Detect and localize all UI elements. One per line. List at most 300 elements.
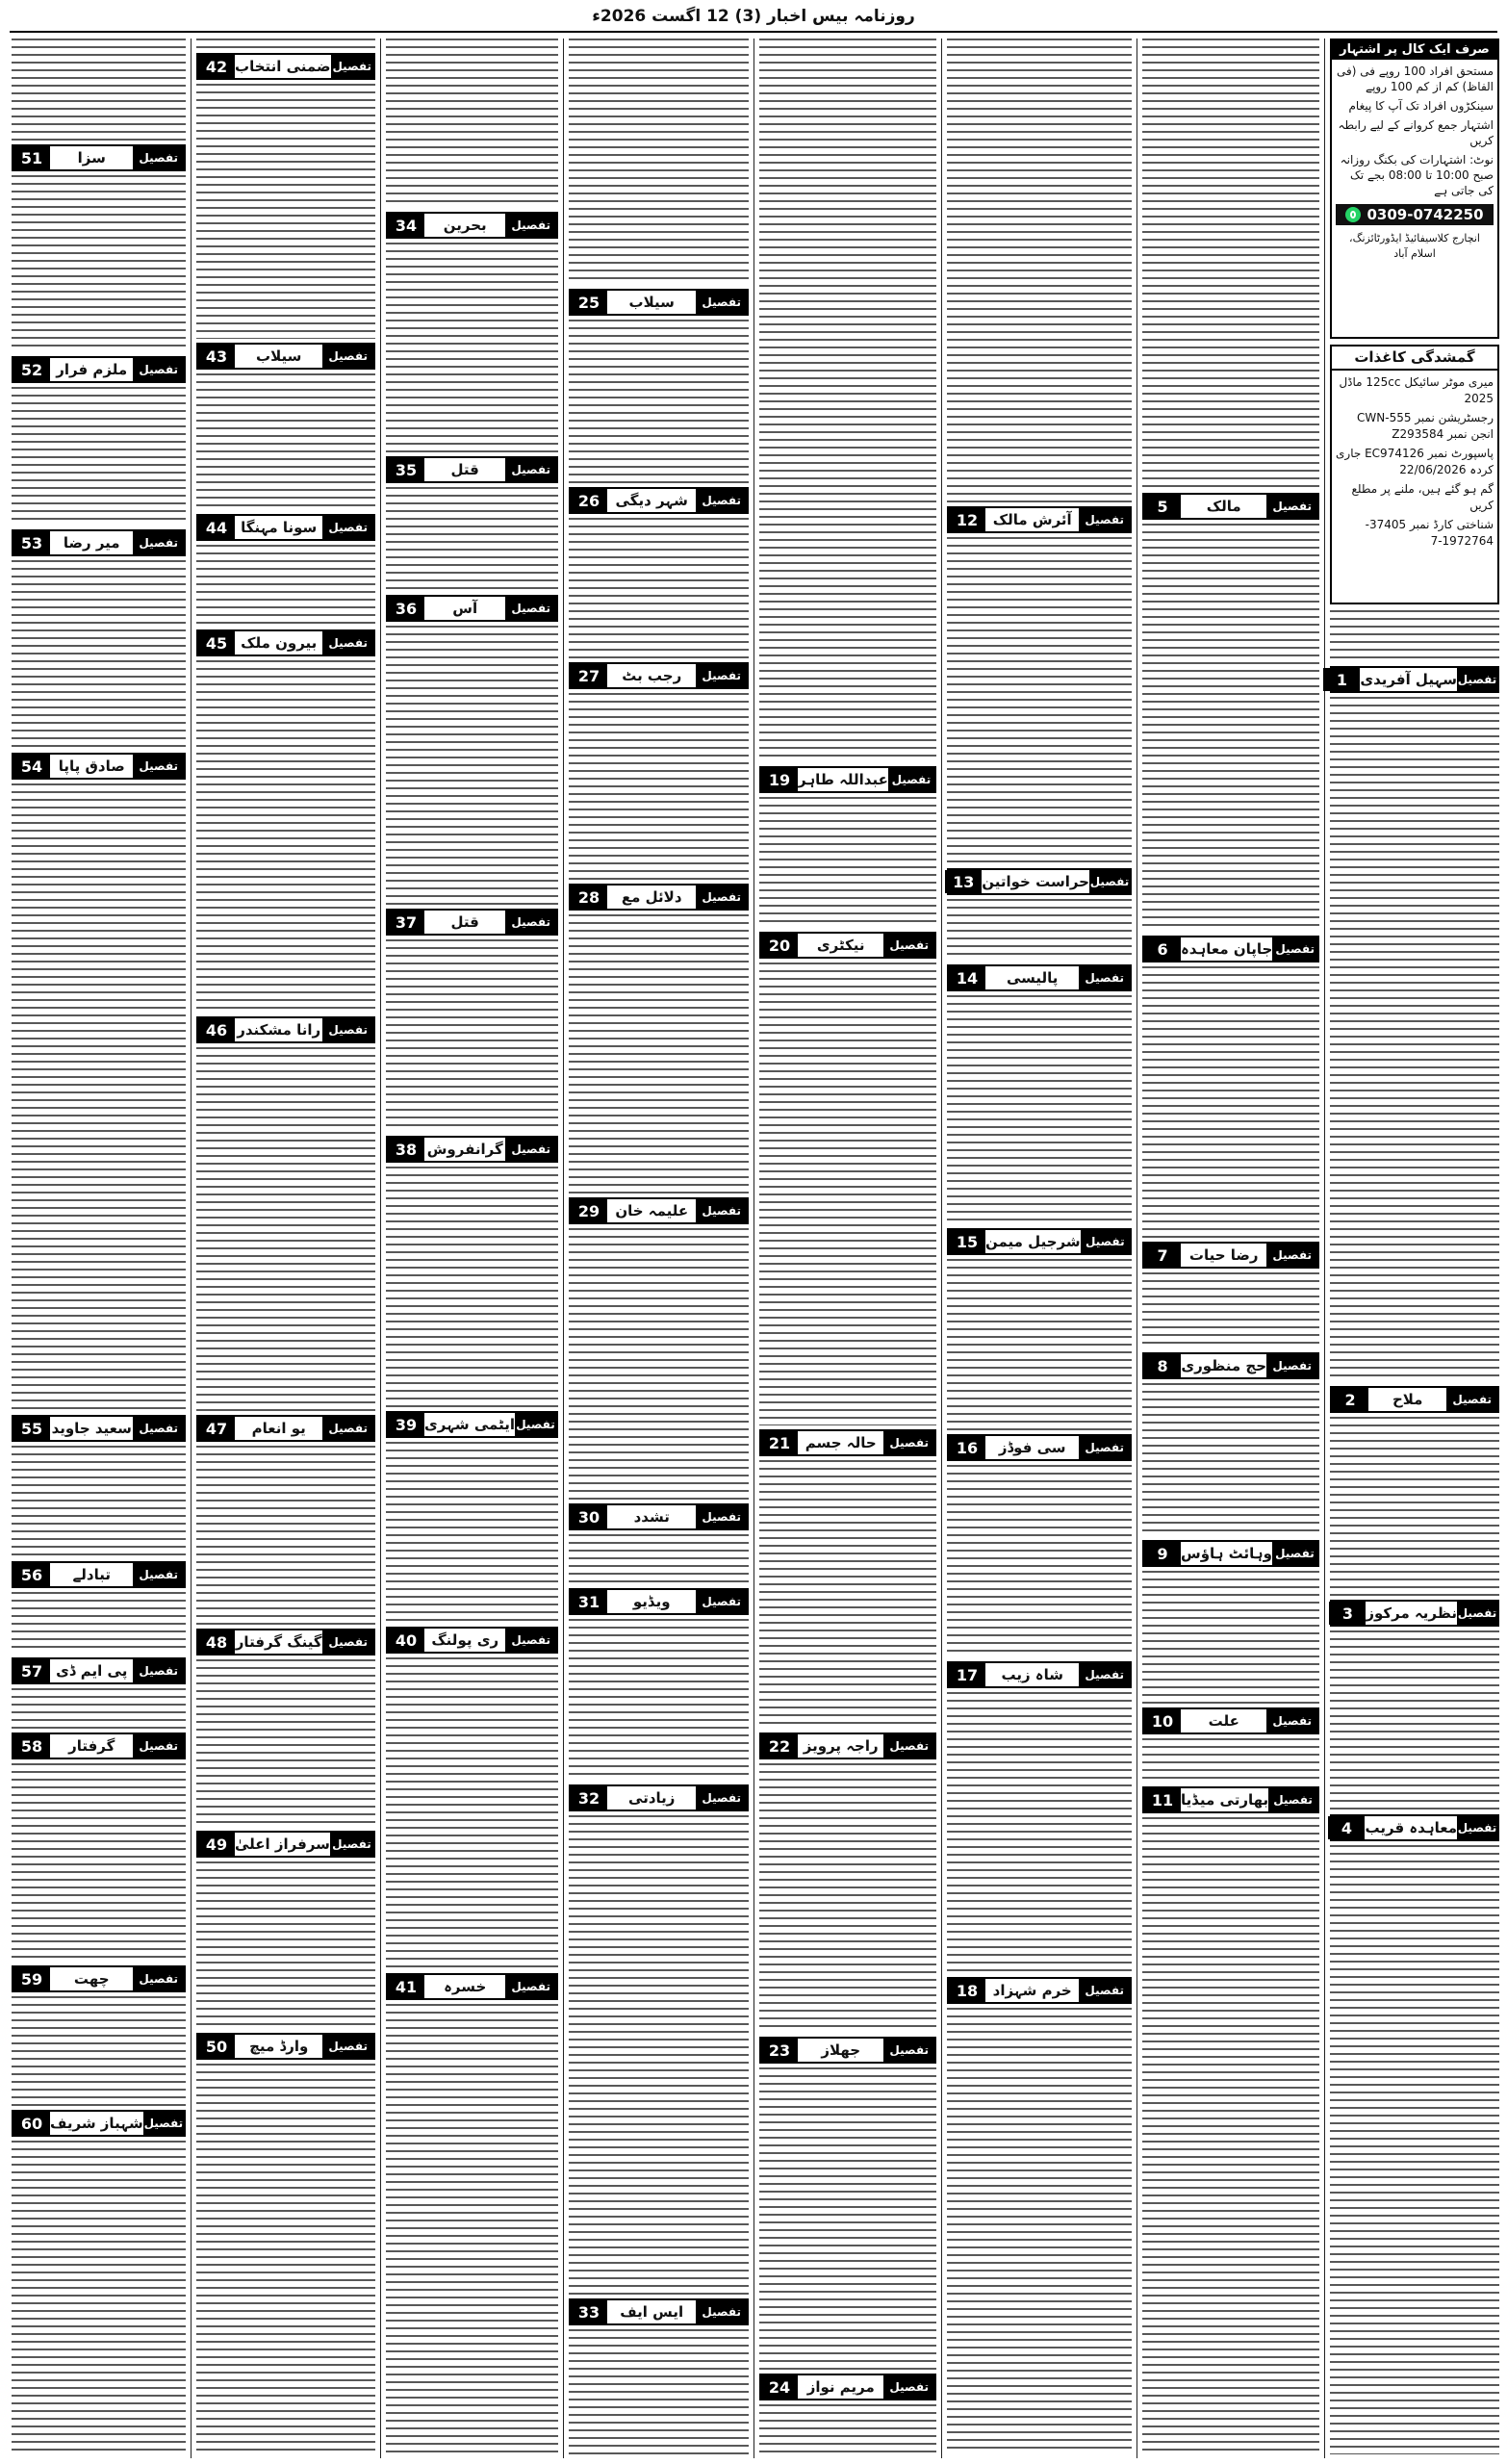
story-title: سونا مہنگا [241, 519, 318, 536]
story-title: قتل [450, 913, 479, 931]
story-number: 43 [198, 345, 235, 368]
story-number: 4 [1328, 1816, 1365, 1839]
story-title: خسرہ [444, 1978, 487, 1995]
story-tag: تفصیل [1081, 1230, 1130, 1253]
column-5 [565, 38, 753, 2458]
story-number: 53 [13, 531, 50, 554]
story-title: عبداللہ طاہر [798, 771, 888, 788]
story-heading [947, 506, 1132, 533]
story-number: 46 [198, 1018, 235, 1041]
article-text [1330, 1845, 1499, 2454]
article-text [1330, 1630, 1499, 1810]
story-title: گرانفروش [426, 1141, 503, 1158]
story-tag: تفصیل [133, 1563, 184, 1586]
story-number: 41 [388, 1975, 424, 1998]
article-text [759, 38, 936, 762]
column-divider [1324, 38, 1325, 2458]
story-tag: تفصیل [1457, 1602, 1497, 1625]
story-heading [759, 2374, 936, 2400]
story-title: جاپان معاہدہ [1181, 940, 1273, 958]
story-title: دلائل مع [621, 888, 682, 906]
story-tag: تفصیل [505, 1975, 556, 1998]
story-heading [386, 909, 558, 936]
article-text [386, 487, 558, 591]
story-number: 17 [949, 1663, 985, 1686]
article-text [1142, 966, 1319, 1238]
article-text [947, 995, 1132, 1224]
story-heading [759, 932, 936, 959]
article-text [196, 373, 375, 510]
story-number: 49 [198, 1833, 235, 1856]
story-tag: تفصیل [133, 1417, 184, 1440]
story-heading [1142, 1707, 1319, 1734]
story-title: یو انعام [251, 1420, 306, 1437]
article-text [386, 2004, 558, 2454]
story-tag: تفصیل [883, 1431, 934, 1454]
story-tag: تفصیل [1079, 508, 1130, 531]
story-title: جھلاز [821, 2041, 861, 2059]
column-7 [192, 38, 379, 2458]
story-tag: تفصیل [696, 1590, 747, 1613]
article-text [1142, 1383, 1319, 1536]
article-text [1330, 697, 1499, 1382]
article-text [947, 2008, 1132, 2454]
ad-phone[interactable] [1336, 204, 1494, 225]
story-title: رضا حیات [1188, 1246, 1259, 1264]
story-tag: تفصیل [1272, 937, 1317, 961]
story-heading [1330, 1600, 1499, 1627]
ad-box-title: صرف ایک کال پر اشتہار [1332, 40, 1497, 60]
article-text [947, 899, 1132, 961]
article-text [196, 2064, 375, 2454]
story-title: گینگ گرفتار [235, 1633, 322, 1651]
story-number: 16 [949, 1436, 985, 1459]
story-heading [759, 1429, 936, 1456]
column-2 [1138, 38, 1323, 2458]
article-text [1142, 524, 1319, 932]
story-number: 8 [1144, 1354, 1181, 1377]
article-text [947, 1692, 1132, 1973]
story-title: ایس ایف [620, 2303, 684, 2321]
story-heading [196, 343, 375, 370]
story-tag: تفصیل [505, 597, 556, 620]
story-title: صادق پاپا [58, 757, 125, 775]
story-number: 40 [388, 1629, 424, 1652]
story-title: زیادتی [628, 1789, 676, 1807]
article-text [1330, 1417, 1499, 1596]
article-text [12, 175, 186, 352]
article-text [569, 38, 749, 285]
story-tag: تفصیل [133, 1659, 184, 1682]
story-number: 14 [949, 966, 985, 989]
ad-phone-number: 0309-0742250 [1367, 206, 1484, 223]
story-heading [386, 1627, 558, 1654]
story-tag: تفصیل [696, 2300, 747, 2323]
lost-docs-line: شناختی کارڈ نمبر 37405-1972764-7 [1365, 518, 1494, 548]
article-text [196, 1861, 375, 2029]
classified-ad-box [1330, 38, 1499, 339]
story-number: 19 [761, 768, 798, 791]
story-title: ملاح [1392, 1391, 1423, 1408]
story-tag: تفصیل [1079, 1663, 1130, 1686]
story-number: 10 [1144, 1709, 1181, 1732]
story-title: وارڈ میچ [249, 2038, 309, 2055]
story-tag: تفصیل [1089, 870, 1130, 893]
story-number: 51 [13, 146, 50, 169]
article-text [386, 1442, 558, 1623]
story-tag: تفصیل [133, 531, 184, 554]
article-text [759, 1460, 936, 1729]
story-title: سیلاب [256, 347, 302, 365]
story-number: 31 [571, 1590, 607, 1613]
story-number: 34 [388, 214, 424, 237]
article-text [569, 1815, 749, 2295]
story-heading [947, 964, 1132, 991]
article-text [386, 939, 558, 1132]
article-text [12, 1446, 186, 1557]
story-heading [569, 1197, 749, 1224]
story-heading [386, 1411, 558, 1438]
article-text [12, 1592, 186, 1654]
story-tag: تفصیل [883, 934, 934, 957]
story-tag: تفصیل [505, 911, 556, 934]
lost-docs-line: پاسپورٹ نمبر EC974126 جاری کردہ 22/06/2026 [1336, 447, 1494, 476]
story-number: 30 [571, 1505, 607, 1528]
story-heading [1330, 1814, 1499, 1841]
story-heading [12, 356, 186, 383]
story-tag: تفصیل [1266, 495, 1317, 518]
story-heading [569, 487, 749, 514]
story-title: ایٹمی شہری [424, 1416, 515, 1433]
story-number: 57 [13, 1659, 50, 1682]
article-text [12, 1763, 186, 1962]
article-text [759, 797, 936, 928]
article-text [12, 560, 186, 749]
article-text [759, 962, 936, 1425]
story-title: آئرش مالک [992, 511, 1072, 528]
story-title: شہر دیگی [615, 492, 688, 509]
story-number: 39 [388, 1413, 424, 1436]
story-tag: تفصیل [505, 214, 556, 237]
article-text [12, 1996, 186, 2106]
article-text [386, 626, 558, 905]
story-title: سزا [77, 149, 106, 167]
story-title: چھت [73, 1970, 110, 1988]
story-tag: تفصیل [322, 1018, 373, 1041]
story-title: بحرین [443, 217, 487, 234]
story-heading [569, 1784, 749, 1811]
story-tag: تفصیل [133, 755, 184, 778]
story-heading [569, 884, 749, 911]
story-heading [386, 595, 558, 622]
story-tag: تفصیل [696, 886, 747, 909]
story-title: مریم نواز [806, 2378, 875, 2396]
article-text [947, 1465, 1132, 1657]
article-text [1330, 610, 1499, 662]
story-title: قتل [450, 461, 479, 478]
story-title: رانا مشکندر [237, 1021, 321, 1039]
story-heading [196, 1629, 375, 1656]
story-heading [947, 1977, 1132, 2004]
story-title: شرجیل میمن [985, 1233, 1081, 1250]
story-number: 55 [13, 1417, 50, 1440]
story-tag: تفصیل [143, 2112, 184, 2135]
story-title: پالیسی [1006, 969, 1059, 987]
story-tag: تفصیل [505, 1629, 556, 1652]
masthead-rule [10, 31, 1497, 33]
story-number: 3 [1329, 1602, 1366, 1625]
story-heading [1330, 1386, 1499, 1413]
story-number: 9 [1144, 1542, 1181, 1565]
story-number: 1 [1323, 668, 1360, 691]
story-number: 35 [388, 458, 424, 481]
article-text [12, 38, 186, 141]
column-6 [382, 38, 562, 2458]
story-tag: تفصیل [133, 358, 184, 381]
story-tag: تفصیل [1079, 1436, 1130, 1459]
story-title: بھارتی میڈیا [1181, 1791, 1269, 1809]
story-tag: تفصیل [696, 1786, 747, 1810]
article-text [569, 1228, 749, 1500]
story-heading [196, 1415, 375, 1442]
story-number: 50 [198, 2035, 235, 2058]
story-heading [196, 1016, 375, 1043]
story-tag: تفصیل [322, 631, 373, 654]
story-title: سرفراز اعلیٰ [235, 1835, 330, 1853]
story-title: حج منظوری [1181, 1357, 1267, 1374]
story-heading [12, 2110, 186, 2137]
story-tag: تفصیل [1272, 1542, 1317, 1565]
article-text [569, 320, 749, 483]
article-text [569, 2329, 749, 2454]
story-heading [12, 144, 186, 171]
story-heading [569, 1588, 749, 1615]
story-heading [1330, 666, 1499, 693]
story-number: 7 [1144, 1244, 1181, 1267]
article-text [759, 2404, 936, 2454]
story-number: 52 [13, 358, 50, 381]
story-number: 22 [761, 1734, 798, 1758]
story-title: مالک [1206, 498, 1241, 515]
story-heading [12, 529, 186, 556]
story-tag: تفصیل [1079, 1979, 1130, 2002]
story-tag: تفصیل [1266, 1244, 1317, 1267]
story-heading [12, 1657, 186, 1684]
story-title: رجب بٹ [622, 667, 682, 684]
article-text [196, 1047, 375, 1411]
story-title: آس [452, 600, 478, 617]
story-title: راجہ پرویز [803, 1737, 879, 1755]
column-divider [563, 38, 564, 2458]
story-title: تبادلے [72, 1566, 111, 1583]
story-number: 12 [949, 508, 985, 531]
story-tag: تفصیل [1266, 1709, 1317, 1732]
article-text [569, 518, 749, 658]
story-number: 28 [571, 886, 607, 909]
article-text [386, 1657, 558, 1969]
article-text [196, 545, 375, 626]
article-text [569, 1619, 749, 1781]
story-number: 21 [761, 1431, 798, 1454]
story-tag: تفصیل [515, 1413, 556, 1436]
story-heading [569, 2298, 749, 2325]
story-number: 23 [761, 2039, 798, 2062]
story-number: 15 [949, 1230, 985, 1253]
story-number: 58 [13, 1734, 50, 1758]
story-tag: تفصیل [883, 2039, 934, 2062]
article-text [1142, 1272, 1319, 1348]
story-title: علیمہ خان [615, 1202, 689, 1219]
story-title: علت [1208, 1712, 1239, 1730]
story-tag: تفصیل [322, 1630, 373, 1654]
article-text [12, 387, 186, 526]
article-text [569, 1534, 749, 1584]
story-tag: تفصیل [1266, 1354, 1317, 1377]
story-title: نظریہ مرکوز [1366, 1604, 1457, 1622]
story-tag: تفصیل [696, 1505, 747, 1528]
article-text [1142, 1817, 1319, 2454]
story-number: 44 [198, 516, 235, 539]
story-heading [947, 1661, 1132, 1688]
story-number: 11 [1144, 1788, 1181, 1811]
story-heading [386, 1973, 558, 2000]
article-text [196, 38, 375, 49]
story-tag: تفصیل [331, 55, 374, 78]
story-tag: تفصیل [1457, 1816, 1497, 1839]
story-number: 2 [1332, 1388, 1368, 1411]
story-heading [1142, 1786, 1319, 1813]
story-number: 48 [198, 1630, 235, 1654]
story-heading [569, 1503, 749, 1530]
story-heading [759, 1732, 936, 1759]
lost-docs-line: میری موٹر سائیکل 125cc ماڈل 2025 [1339, 375, 1494, 405]
story-tag: تفصیل [883, 1734, 934, 1758]
story-tag: تفصیل [505, 1138, 556, 1161]
story-number: 45 [198, 631, 235, 654]
story-tag: تفصیل [696, 291, 747, 314]
ad-box-line: اشتہار جمع کروانے کے لیے رابطہ کریں [1338, 118, 1494, 147]
story-tag: تفصیل [696, 1199, 747, 1222]
story-number: 20 [761, 934, 798, 957]
story-number: 47 [198, 1417, 235, 1440]
story-tag: تفصیل [322, 1417, 373, 1440]
article-text [386, 243, 558, 452]
article-text [759, 2067, 936, 2370]
story-number: 54 [13, 755, 50, 778]
story-heading [1142, 493, 1319, 520]
story-heading [196, 1831, 375, 1858]
lost-docs-title: گمشدگی کاغذات [1332, 346, 1497, 371]
story-number: 60 [13, 2112, 50, 2135]
story-heading [569, 289, 749, 316]
story-heading [386, 1136, 558, 1163]
story-number: 5 [1144, 495, 1181, 518]
story-title: شاہ زیب [1001, 1666, 1063, 1683]
column-divider [941, 38, 942, 2458]
ad-box-line: سینکڑوں افراد تک آپ کا پیغام [1348, 99, 1494, 113]
story-title: معاہدہ قریب [1365, 1819, 1457, 1836]
article-text [386, 38, 558, 208]
masthead: روزنامہ بیس اخبار (3) 12 اگست 2026ء [592, 7, 915, 26]
story-tag: تفصیل [133, 1734, 184, 1758]
column-8 [8, 38, 190, 2458]
column-4 [755, 38, 940, 2458]
ad-box-line: نوٹ: اشتہارات کی بکنگ روزانہ صبح 10:00 تا 08:00 بجے تک کی جاتی ہے [1340, 153, 1494, 197]
story-number: 25 [571, 291, 607, 314]
story-tag: تفصیل [133, 146, 184, 169]
story-heading [759, 2037, 936, 2064]
article-text [386, 1167, 558, 1407]
story-title: پی ایم ڈی [56, 1662, 128, 1680]
article-text [12, 2141, 186, 2454]
article-text [12, 783, 186, 1411]
story-tag: تفصیل [322, 345, 373, 368]
column-1 [1326, 38, 1503, 2458]
story-number: 33 [571, 2300, 607, 2323]
story-tag: تفصیل [1446, 1388, 1497, 1411]
article-text [569, 914, 749, 1194]
story-heading [1142, 1540, 1319, 1567]
story-tag: تفصیل [322, 516, 373, 539]
story-number: 13 [945, 870, 982, 893]
story-tag: تفصیل [330, 1833, 373, 1856]
story-title: بیرون ملک [241, 634, 318, 652]
story-tag: تفصیل [696, 664, 747, 687]
story-number: 29 [571, 1199, 607, 1222]
article-text [196, 660, 375, 1013]
ad-box-footer: انچارج کلاسیفائیڈ ایڈورٹائزنگ، اسلام آباد [1349, 232, 1480, 260]
story-number: 27 [571, 664, 607, 687]
story-heading [386, 212, 558, 239]
article-text [196, 84, 375, 339]
story-title: سعید جاوید [51, 1420, 132, 1437]
story-number: 56 [13, 1563, 50, 1586]
story-heading [12, 1415, 186, 1442]
story-number: 18 [949, 1979, 985, 2002]
story-number: 32 [571, 1786, 607, 1810]
article-text [947, 1259, 1132, 1430]
whatsapp-icon [1345, 207, 1361, 222]
story-tag: تفصیل [883, 2375, 934, 2399]
column-3 [943, 38, 1136, 2458]
story-number: 26 [571, 489, 607, 512]
story-heading [196, 514, 375, 541]
article-text [759, 1763, 936, 2033]
story-heading [196, 629, 375, 656]
story-number: 36 [388, 597, 424, 620]
story-number: 37 [388, 911, 424, 934]
story-tag: تفصیل [505, 458, 556, 481]
story-title: سیلاب [628, 294, 675, 311]
story-title: حالہ جسم [805, 1434, 877, 1451]
story-heading [569, 662, 749, 689]
story-title: تشدد [633, 1508, 670, 1526]
story-title: وہائٹ ہاؤس [1181, 1545, 1272, 1562]
story-tag: تفصیل [1457, 668, 1497, 691]
story-title: ویڈیو [632, 1593, 671, 1610]
story-title: خرم شہزاد [992, 1982, 1072, 1999]
column-divider [191, 38, 192, 2458]
story-heading [1142, 1352, 1319, 1379]
article-text [1142, 1571, 1319, 1704]
story-heading [759, 766, 936, 793]
story-heading [12, 1965, 186, 1992]
story-tag: تفصیل [888, 768, 934, 791]
article-text [196, 1659, 375, 1827]
lost-docs-line: گم ہو گئے ہیں، ملنے پر مطلع کریں [1351, 482, 1494, 512]
story-heading [947, 1228, 1132, 1255]
article-text [12, 1688, 186, 1729]
